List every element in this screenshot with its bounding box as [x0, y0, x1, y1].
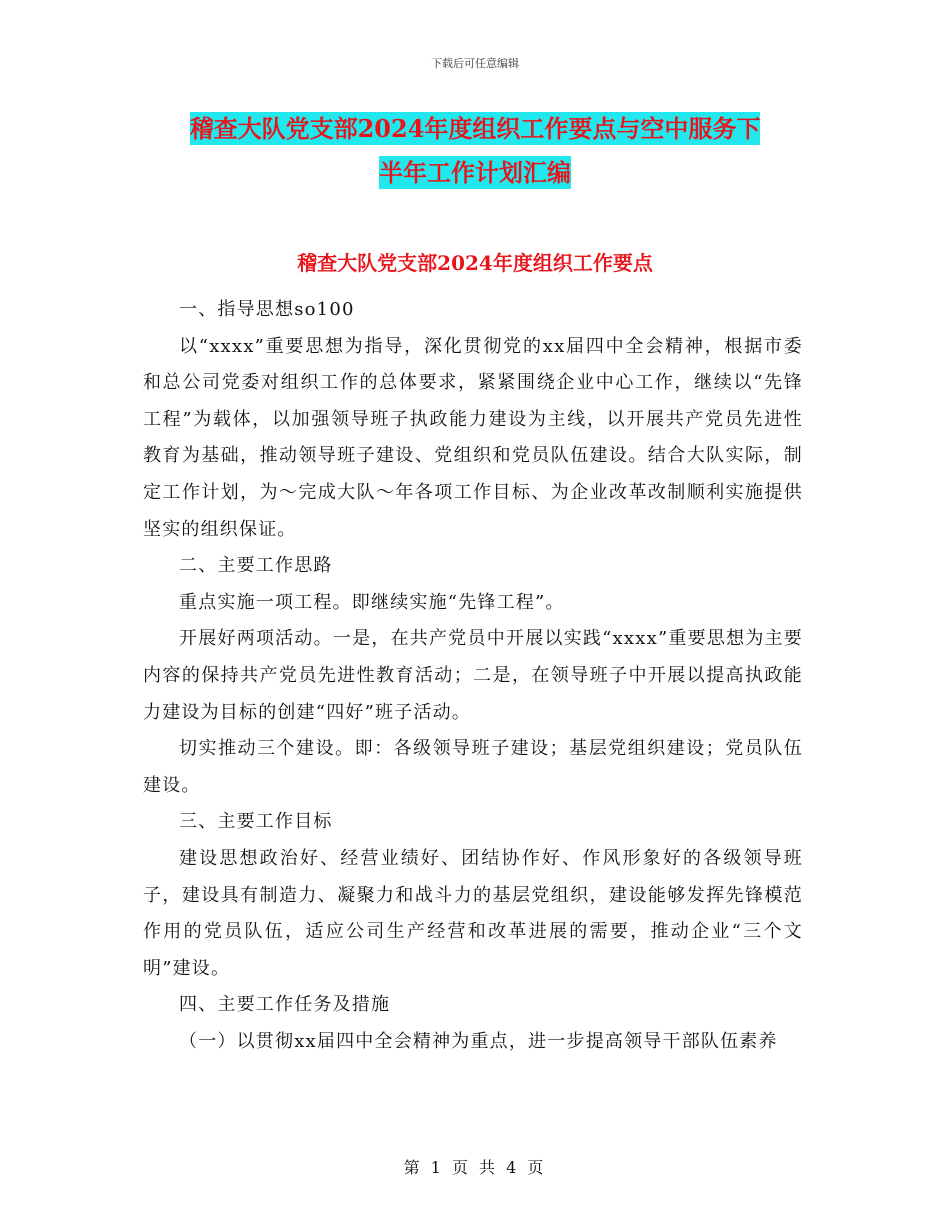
document-title-text-2: 半年工作计划汇编 [379, 158, 571, 187]
heading-work-goals: 三、主要工作目标 [179, 811, 333, 833]
paragraph-construction: 切实推动三个建设。即：各级领导班子建设；基层党组织建设；党员队伍建设。 [143, 738, 803, 796]
paragraph-guiding-thought: 以“xxxx”重要思想为指导，深化贯彻党的xx届四中全会精神，根据市委和总公司党委对组织工作的总体要求，紧紧围绕企业中心工作，继续以“先锋工程”为载体，以加强领导班子执政能力建设为主线，以开展共产党员先进性教育为基础，推动领导班子建设、党组织和党员队伍建设。结合大队实际，制定工作计划，为～完成大队～年各项工作目标、为企业改革改制顺利实施提供坚实的组织保证。 [143, 335, 803, 540]
paragraph-project: 重点实施一项工程。即继续实施“先锋工程”。 [179, 591, 565, 613]
paragraph-work-goals: 建设思想政治好、经营业绩好、团结协作好、作风形象好的各级领导班子，建设具有制造力、凝聚力和战斗力的基层党组织，建设能够发挥先锋模范作用的党员队伍，适应公司生产经营和改革进展的需要，推动企业“三个文明”建设。 [143, 847, 803, 979]
header-note: 下载后可任意编辑 [431, 57, 519, 70]
document-title-line-1 [0, 114, 950, 144]
document-title-text-1: 稽查大队党支部2024年度组织工作要点与空中服务下 [189, 114, 761, 143]
page-footer: 第 1 页 共 4 页 [403, 1158, 547, 1177]
document-title-line-2 [0, 158, 950, 188]
paragraph-activities: 开展好两项活动。一是，在共产党员中开展以实践“xxxx”重要思想为主要内容的保持共产党员先进性教育活动；二是，在领导班子中开展以提高执政能力建设为目标的创建“四好”班子活动。 [143, 628, 803, 723]
paragraph-task-1: （一）以贯彻xx届四中全会精神为重点，进一步提高领导干部队伍素养 [179, 1030, 778, 1052]
document-body [143, 292, 803, 1060]
heading-tasks-measures: 四、主要工作任务及措施 [179, 994, 391, 1016]
section-title: 稽查大队党支部2024年度组织工作要点 [297, 251, 653, 275]
heading-guiding-thought: 一、指导思想so100 [179, 299, 355, 320]
heading-work-approach: 二、主要工作思路 [179, 555, 333, 577]
